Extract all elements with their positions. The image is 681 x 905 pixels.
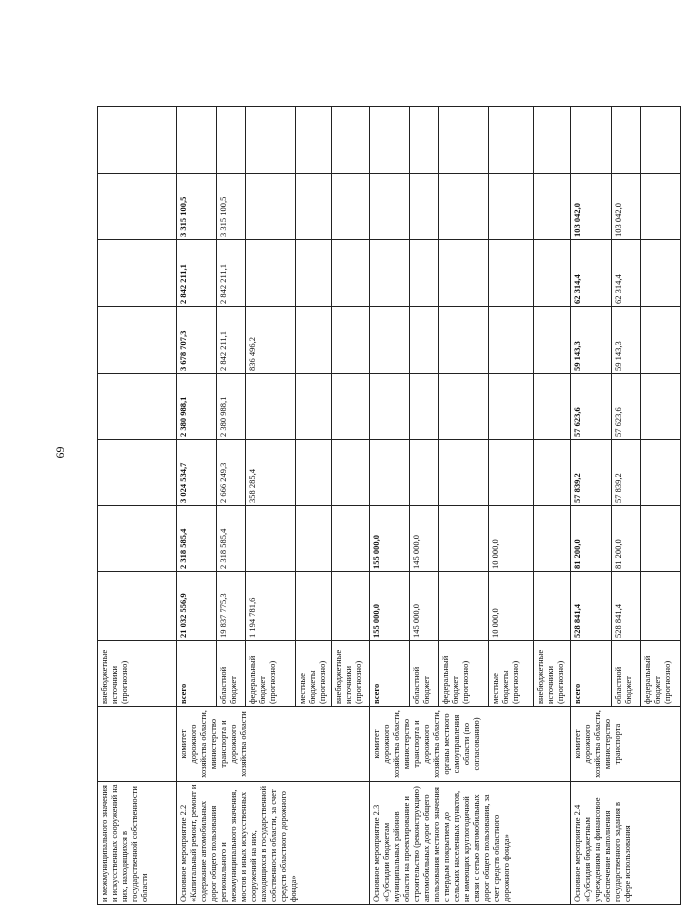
amount-cell xyxy=(489,174,534,240)
amount-cell xyxy=(332,440,370,506)
amount-cell xyxy=(370,107,410,174)
amount-cell xyxy=(296,307,332,374)
amount-cell: 2 842 211,1 xyxy=(217,307,246,374)
amount-cell: 81 200,0 xyxy=(571,506,612,572)
funding-source-cell: местные бюджеты (прогнозно) xyxy=(296,641,332,707)
amount-cell xyxy=(217,107,246,174)
amount-cell xyxy=(489,107,534,174)
amount-cell xyxy=(98,107,177,174)
executor-cell: комитет дорожного хозяйства области, министерство транспорта и дорожного хозяйства области, органы местного самоуправления области (по согласованию) xyxy=(370,707,571,782)
amount-cell: 155 000,0 xyxy=(370,506,410,572)
amount-cell xyxy=(641,307,681,374)
amount-cell xyxy=(410,307,439,374)
amount-cell xyxy=(534,240,571,307)
amount-cell xyxy=(246,240,296,307)
amount-cell: 528 841,4 xyxy=(571,572,612,641)
measure-cell: Основное мероприятие 2.2 «Капитальный ремонт, ремонт и содержание автомобильных дорог общего пользования регионального и межмуниципального значения, мостов и иных искусственных сооружений на них, находящихся в государственной собственности области, за счет средств областного дорожного фонда» xyxy=(177,782,370,905)
amount-cell: 59 143,3 xyxy=(612,307,641,374)
table-row xyxy=(177,107,217,905)
amount-cell xyxy=(370,307,410,374)
funding-source-cell: федеральный бюджет (прогнозно) xyxy=(246,641,296,707)
amount-cell xyxy=(641,174,681,240)
amount-cell xyxy=(534,174,571,240)
amount-cell xyxy=(296,374,332,440)
funding-source-cell: внебюджетные источники (прогнозно) xyxy=(534,641,571,707)
amount-cell: 57 839,2 xyxy=(612,440,641,506)
amount-cell: 528 841,4 xyxy=(612,572,641,641)
amount-cell: 103 042,0 xyxy=(571,174,612,240)
amount-cell: 21 032 556,9 xyxy=(177,572,217,641)
amount-cell xyxy=(439,440,489,506)
amount-cell xyxy=(534,572,571,641)
amount-cell xyxy=(98,506,177,572)
table-row xyxy=(98,107,177,905)
amount-cell: 145 000,0 xyxy=(410,506,439,572)
amount-cell xyxy=(439,307,489,374)
funding-source-cell: всего xyxy=(177,641,217,707)
amount-cell xyxy=(296,506,332,572)
amount-cell: 2 380 988,1 xyxy=(177,374,217,440)
amount-cell xyxy=(296,240,332,307)
funding-source-cell: внебюджетные источники (прогнозно) xyxy=(98,641,177,707)
amount-cell xyxy=(296,174,332,240)
amount-cell xyxy=(571,107,612,174)
amount-cell xyxy=(612,107,641,174)
amount-cell xyxy=(332,107,370,174)
amount-cell xyxy=(489,374,534,440)
amount-cell xyxy=(246,107,296,174)
funding-source-cell: всего xyxy=(370,641,410,707)
amount-cell xyxy=(246,374,296,440)
amount-cell xyxy=(439,107,489,174)
amount-cell: 2 380 988,1 xyxy=(217,374,246,440)
amount-cell: 19 837 775,3 xyxy=(217,572,246,641)
amount-cell: 10 000,0 xyxy=(489,506,534,572)
amount-cell xyxy=(98,307,177,374)
amount-cell xyxy=(332,174,370,240)
amount-cell xyxy=(370,440,410,506)
amount-cell: 2 842 211,1 xyxy=(217,240,246,307)
amount-cell xyxy=(332,506,370,572)
amount-cell: 57 839,2 xyxy=(571,440,612,506)
amount-cell xyxy=(332,572,370,641)
amount-cell xyxy=(296,440,332,506)
amount-cell: 358 285,4 xyxy=(246,440,296,506)
amount-cell: 10 000,0 xyxy=(489,572,534,641)
page-number: 69 xyxy=(53,446,67,459)
amount-cell xyxy=(641,107,681,174)
amount-cell xyxy=(641,506,681,572)
amount-cell xyxy=(410,440,439,506)
amount-cell xyxy=(439,174,489,240)
amount-cell: 145 000,0 xyxy=(410,572,439,641)
amount-cell: 155 000,0 xyxy=(370,572,410,641)
amount-cell: 3 678 707,3 xyxy=(177,307,217,374)
amount-cell xyxy=(641,374,681,440)
amount-cell: 3 315 100,5 xyxy=(177,174,217,240)
amount-cell: 103 042,0 xyxy=(612,174,641,240)
amount-cell xyxy=(332,240,370,307)
amount-cell xyxy=(370,174,410,240)
measure-cell: Основное мероприятие 2.3 «Субсидии бюджетам муниципальных районов области на проектирование и строительство (реконструкцию) автомобильных дорог общего пользования местного значения с твердым покрытием до сельских населенных пунктов, не имеющих круглогодичной связи с сетью автомобильных дорог общего пользования, за счет средств областного дорожного фонда» xyxy=(370,782,571,905)
amount-cell xyxy=(410,374,439,440)
amount-cell xyxy=(246,174,296,240)
amount-cell xyxy=(98,572,177,641)
amount-cell xyxy=(641,572,681,641)
amount-cell xyxy=(177,107,217,174)
table-row xyxy=(370,107,410,905)
amount-cell xyxy=(410,174,439,240)
amount-cell xyxy=(489,440,534,506)
executor-cell: комитет дорожного хозяйства области, министерство транспорта xyxy=(571,707,681,782)
funding-source-cell: федеральный бюджет (прогнозно) xyxy=(439,641,489,707)
funding-source-cell: областной бюджет xyxy=(410,641,439,707)
executor-cell xyxy=(98,707,177,782)
amount-cell: 81 200,0 xyxy=(612,506,641,572)
amount-cell: 2 666 249,3 xyxy=(217,440,246,506)
measure-cell: Основное мероприятие 2.4 «Субсидия бюджетным учреждениям на финансовое обеспечение выполнения государственного задания в сфере использования xyxy=(571,782,681,905)
amount-cell xyxy=(246,506,296,572)
amount-cell xyxy=(439,374,489,440)
amount-cell: 2 318 585,4 xyxy=(217,506,246,572)
amount-cell xyxy=(439,506,489,572)
amount-cell xyxy=(98,174,177,240)
amount-cell: 2 318 585,4 xyxy=(177,506,217,572)
amount-cell xyxy=(98,240,177,307)
amount-cell xyxy=(332,307,370,374)
amount-cell: 2 842 211,1 xyxy=(177,240,217,307)
amount-cell xyxy=(370,240,410,307)
amount-cell xyxy=(98,440,177,506)
funding-source-cell: областной бюджет xyxy=(612,641,641,707)
amount-cell xyxy=(296,572,332,641)
amount-cell xyxy=(296,107,332,174)
amount-cell: 3 024 534,7 xyxy=(177,440,217,506)
amount-cell: 57 623,6 xyxy=(612,374,641,440)
amount-cell: 3 315 100,5 xyxy=(217,174,246,240)
amount-cell: 57 623,6 xyxy=(571,374,612,440)
amount-cell xyxy=(534,374,571,440)
amount-cell: 836 496,2 xyxy=(246,307,296,374)
amount-cell xyxy=(534,107,571,174)
amount-cell: 62 314,4 xyxy=(612,240,641,307)
amount-cell xyxy=(439,572,489,641)
amount-cell: 1 194 781,6 xyxy=(246,572,296,641)
amount-cell xyxy=(641,240,681,307)
funding-source-cell: всего xyxy=(571,641,612,707)
amount-cell xyxy=(641,440,681,506)
amount-cell xyxy=(370,374,410,440)
funding-source-cell: областной бюджет xyxy=(217,641,246,707)
amount-cell: 59 143,3 xyxy=(571,307,612,374)
budget-table xyxy=(97,106,681,905)
amount-cell xyxy=(534,440,571,506)
amount-cell xyxy=(98,374,177,440)
amount-cell xyxy=(489,240,534,307)
funding-source-cell: федеральный бюджет (прогнозно) xyxy=(641,641,681,707)
amount-cell xyxy=(332,374,370,440)
measure-cell: и межмуниципального значения и искусственных сооружений на них, находящихся в государственной собственности области xyxy=(98,782,177,905)
amount-cell xyxy=(410,107,439,174)
amount-cell: 62 314,4 xyxy=(571,240,612,307)
funding-source-cell: местные бюджеты (прогнозно) xyxy=(489,641,534,707)
amount-cell xyxy=(534,506,571,572)
amount-cell xyxy=(489,307,534,374)
amount-cell xyxy=(410,240,439,307)
amount-cell xyxy=(534,307,571,374)
funding-source-cell: внебюджетные источники (прогнозно) xyxy=(332,641,370,707)
amount-cell xyxy=(439,240,489,307)
executor-cell: комитет дорожного хозяйства области, министерство транспорта и дорожного хозяйства области xyxy=(177,707,370,782)
table-row xyxy=(571,107,612,905)
